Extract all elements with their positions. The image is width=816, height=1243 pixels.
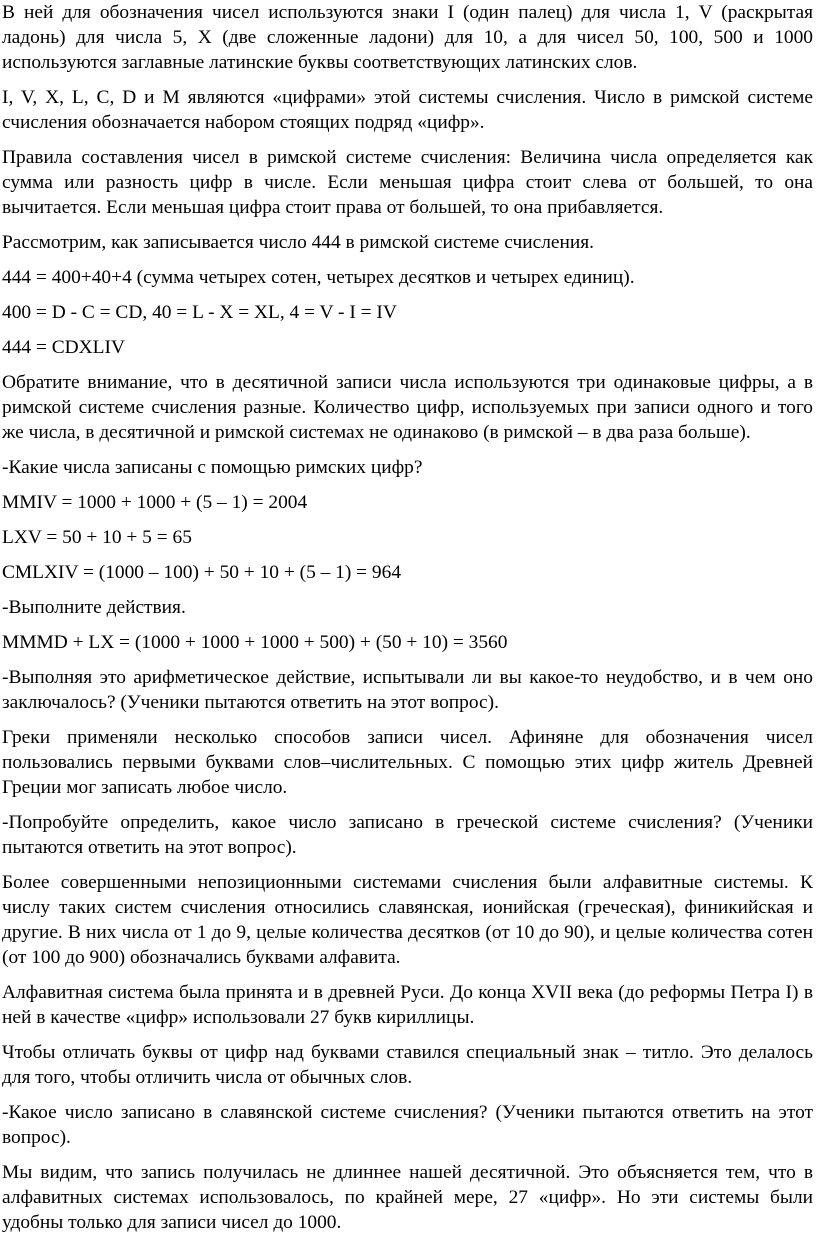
paragraph-question-roman: -Какие числа записаны с помощью римских цифр? bbox=[2, 457, 423, 478]
paragraph-example-result: 444 = CDXLIV bbox=[2, 337, 125, 358]
paragraph-alphabetic-systems: Более совершенными непозиционными системами счисления были алфавитные системы. К числу таких систем счисления относились славянская, ионийская (греческая), финикийская и другие. В них числа от 1 до 9, целые количества десятков (от 10 до 90), и целые количества сотен (от 100 до 900) обозначались буквами алфавита. bbox=[2, 872, 813, 968]
paragraph-task: -Выполните действия. bbox=[2, 597, 186, 618]
paragraph-cmlxiv: CMLXIV = (1000 – 100) + 50 + 10 + (5 – 1) = 964 bbox=[2, 562, 402, 583]
paragraph-roman-digits: I, V, X, L, C, D и M являются «цифрами» этой системы счисления. Число в римской системе счисления обозначается набором стоящих подряд «цифр». bbox=[2, 87, 813, 133]
paragraph-example-parts: 400 = D - C = CD, 40 = L - X = XL, 4 = V - I = IV bbox=[2, 302, 397, 323]
paragraph-greek-notation: Греки применяли несколько способов записи чисел. Афиняне для обозначения чисел пользовались первыми буквами слов–числительных. С помощью этих цифр житель Древней Греции мог записать любое число. bbox=[2, 727, 813, 798]
paragraph-mmiv: MMIV = 1000 + 1000 + (5 – 1) = 2004 bbox=[2, 492, 308, 513]
paragraph-question-greek: -Попробуйте определить, какое число записано в греческой системе счисления? (Ученики пытаются ответить на этот вопрос). bbox=[2, 812, 813, 858]
paragraph-digit-count-note: Обратите внимание, что в десятичной записи числа используются три одинаковые цифры, а в римской системе счисления разные. Количество цифр, используемых при записи одного и того же числа, в десятичной и римской системах не одинаково (в римской – в два раза больше). bbox=[2, 372, 813, 443]
paragraph-conclusion: Мы видим, что запись получилась не длиннее нашей десятичной. Это объясняется тем, что в алфавитных системах использовалось, по крайней мере, 27 «цифр». Но эти системы были удобны только для записи чисел до 1000. bbox=[2, 1162, 813, 1233]
paragraph-example-sum: 444 = 400+40+4 (сумма четырех сотен, четырех десятков и четырех единиц). bbox=[2, 267, 635, 288]
paragraph-example-intro: Рассмотрим, как записывается число 444 в римской системе счисления. bbox=[2, 232, 595, 253]
paragraph-roman-signs: В ней для обозначения чисел используются знаки I (один палец) для числа 1, V (раскрытая ладонь) для числа 5, X (две сложенные ладони) для 10, а для чисел 50, 100, 500 и 1000 используются заглавные латинские буквы соответствующих латинских слов. bbox=[2, 2, 813, 73]
paragraph-question-slavic: -Какое число записано в славянской системе счисления? (Ученики пытаются ответить на этот вопрос). bbox=[2, 1102, 813, 1148]
paragraph-lxv: LXV = 50 + 10 + 5 = 65 bbox=[2, 527, 192, 548]
paragraph-composition-rules: Правила составления чисел в римской системе счисления: Величина числа определяется как сумма или разность цифр в числе. Если меньшая цифра стоит слева от большей, то она вычитается. Если меньшая цифра стоит права от большей, то она прибавляется. bbox=[2, 147, 813, 218]
paragraph-ancient-rus: Алфавитная система была принята и в древней Руси. До конца XVII века (до реформы Петра I) в ней в качестве «цифр» использовали 27 букв кириллицы. bbox=[2, 982, 813, 1028]
paragraph-question-inconvenience: -Выполняя это арифметическое действие, испытывали ли вы какое-то неудобство, и в чем оно заключалось? (Ученики пытаются ответить на этот вопрос). bbox=[2, 667, 813, 713]
paragraph-titlo: Чтобы отличать буквы от цифр над буквами ставился специальный знак – титло. Это делалось для того, чтобы отличить числа от обычных слов. bbox=[2, 1042, 813, 1088]
paragraph-mmmd: MMMD + LX = (1000 + 1000 + 1000 + 500) + (50 + 10) = 3560 bbox=[2, 632, 508, 653]
